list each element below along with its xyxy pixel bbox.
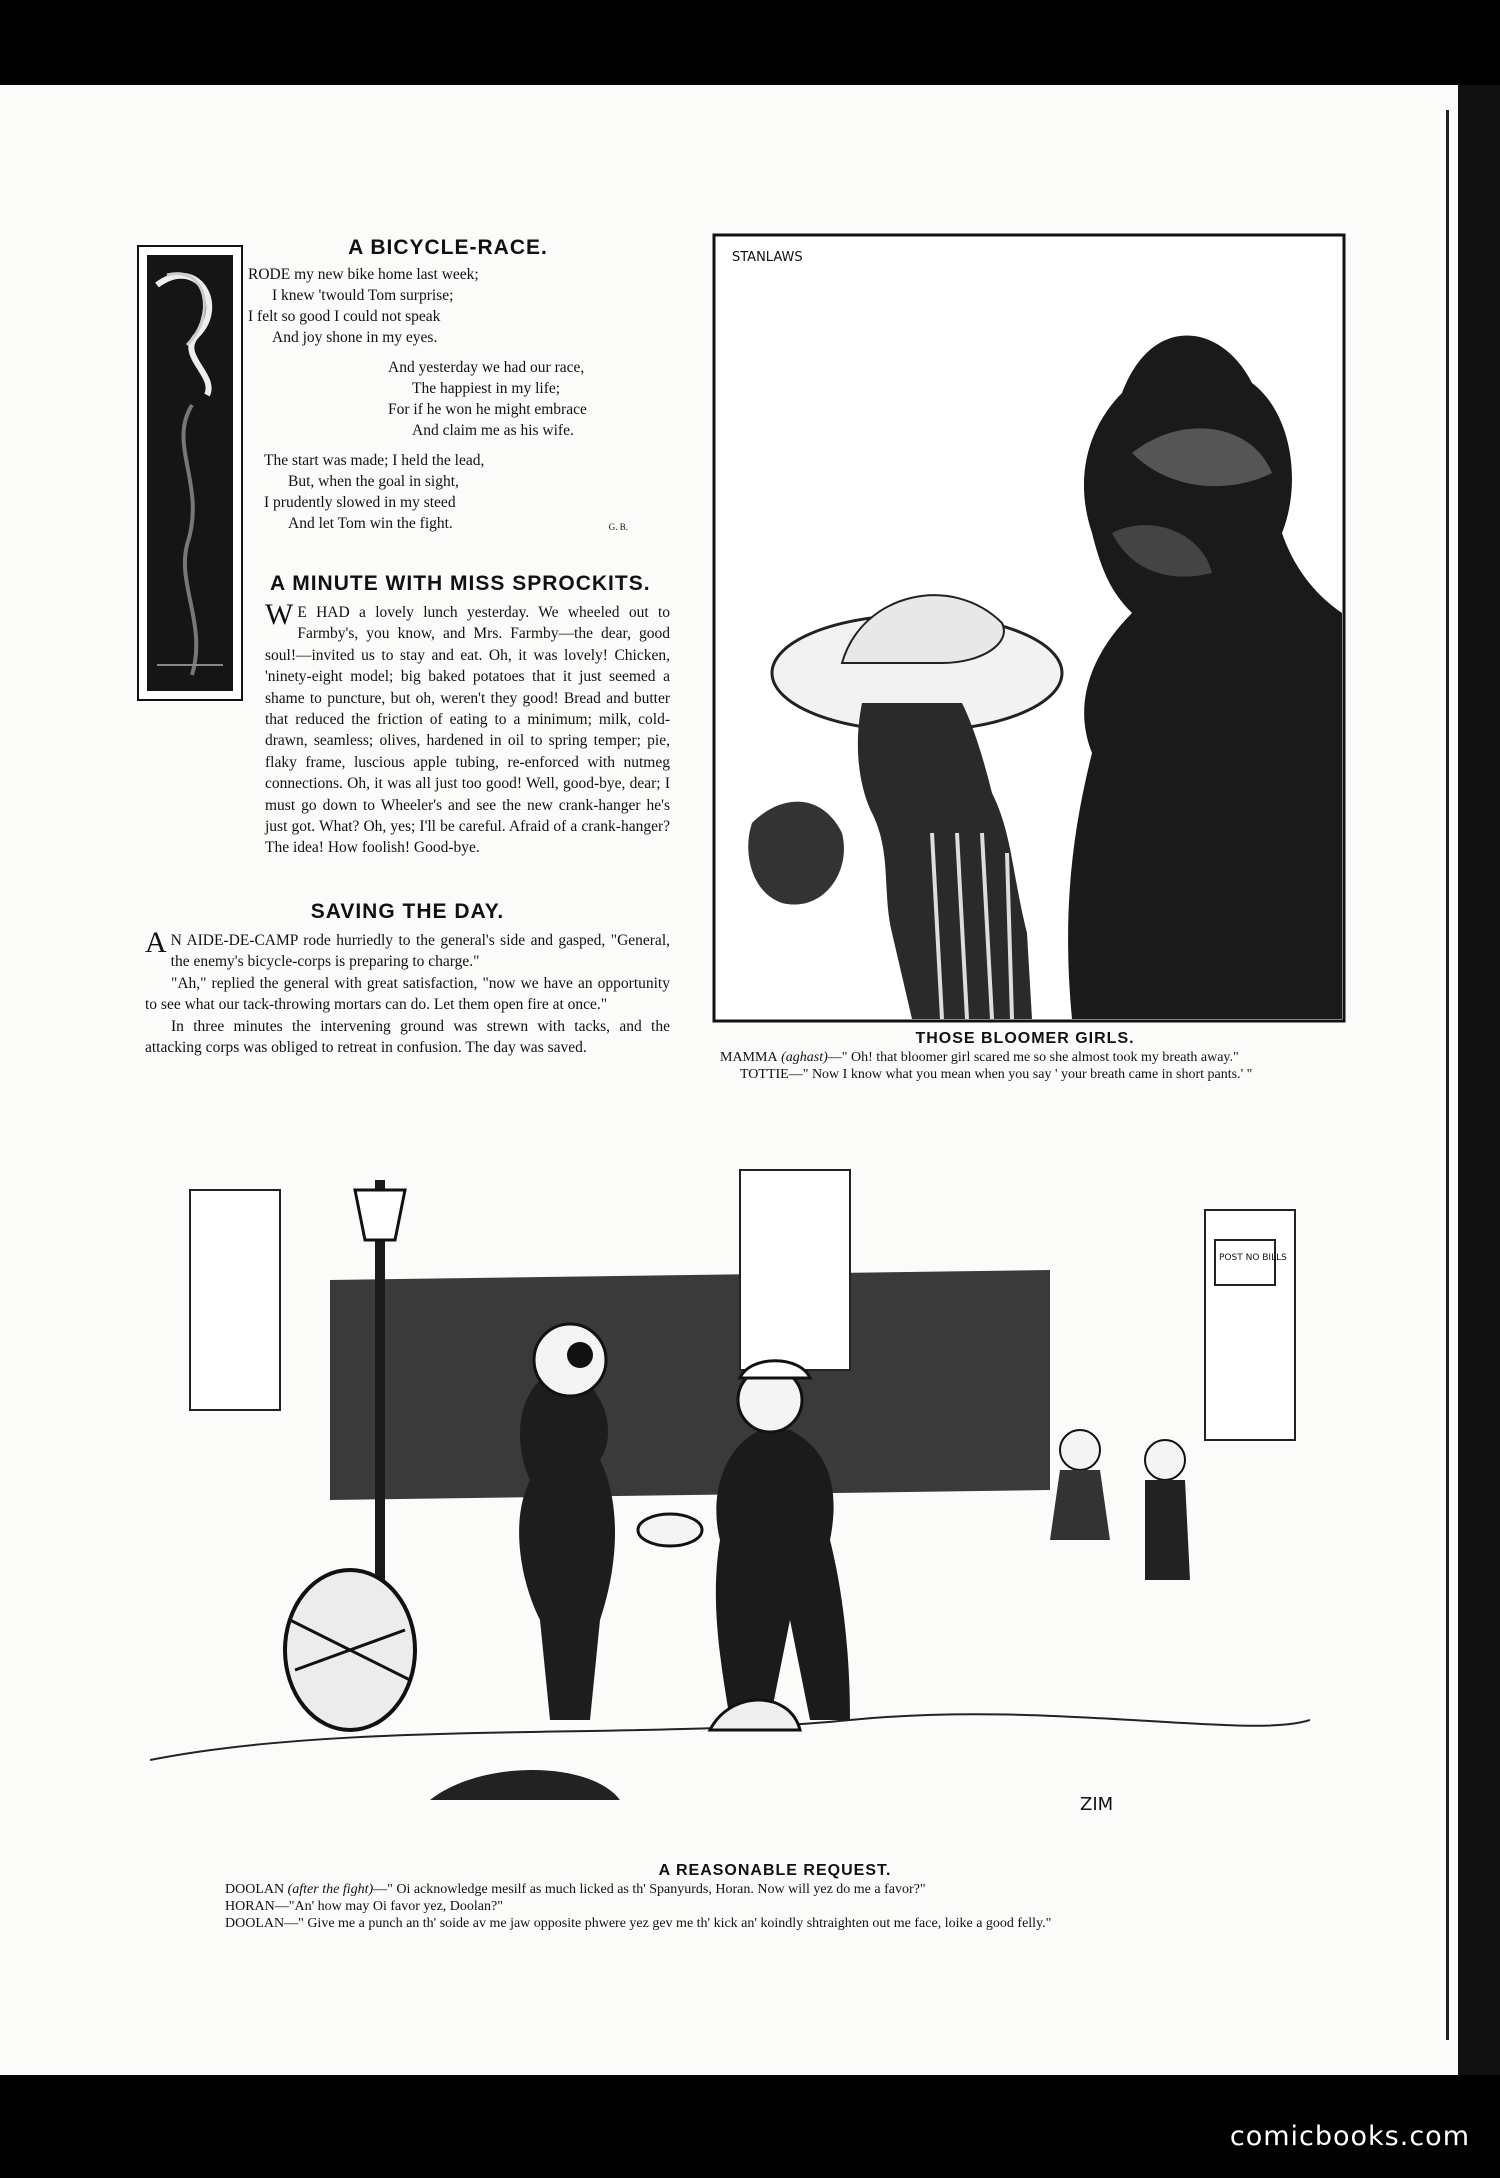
poem-line: And yesterday we had our race, — [388, 359, 585, 376]
poem-line: And claim me as his wife. — [412, 422, 574, 439]
artist-signature-stanlaws: STANLAWS — [732, 250, 803, 265]
poem-line: RODE my new bike home last week; — [248, 266, 479, 283]
reasonable-caption-line-2: HORAN—"An' how may Oi favor yez, Doolan?" — [225, 1899, 503, 1914]
site-watermark: comicbooks.com — [1229, 2121, 1470, 2152]
saving-paragraph-1: A N AIDE-DE-CAMP rode hurriedly to the general's side and gasped, "General, the enemy's bicycle-corps is preparing to charge." — [145, 926, 670, 971]
poem-line: But, when the goal in sight, — [288, 473, 459, 490]
poem-line: The start was made; I held the lead, — [264, 452, 485, 469]
poem-line: I prudently slowed in my steed — [264, 494, 456, 511]
reasonable-request-caption — [225, 1862, 1325, 1932]
saving-paragraph-2: "Ah," replied the general with great satisfaction, "now we have an opportunity to see what our tack-throwing mortars can do. Let them open fire at once." — [145, 974, 670, 1014]
poem-line: I knew 'twould Tom surprise; — [272, 287, 454, 304]
page-gutter-line — [1446, 110, 1449, 2040]
drop-cap: W — [265, 598, 294, 631]
bloomer-caption-line-2: TOTTIE—" Now I know what you mean when you say ' your breath came in short pants.' " — [740, 1067, 1253, 1082]
poem-line: And let Tom win the fight. G. B. — [264, 513, 648, 534]
bicycle-race-poem — [248, 264, 648, 534]
poem-line: I felt so good I could not speak — [248, 308, 441, 325]
bloomer-caption-line-1: MAMMA (aghast)—" Oh! that bloomer girl scared me so she almost took my breath away." — [720, 1050, 1239, 1065]
poem-line: For if he won he might embrace — [388, 401, 587, 418]
sprockits-article — [150, 572, 670, 859]
saving-the-day-article — [145, 900, 670, 1058]
bloomer-girls-caption — [720, 1030, 1330, 1083]
reasonable-caption-title: A REASONABLE REQUEST. — [658, 1862, 892, 1879]
reasonable-request-illustration — [150, 1160, 1310, 1850]
reasonable-caption-line-3: DOOLAN—" Give me a punch an th' soide av me jaw opposite phwere yez gev me th' kick an' koindly shtraighten out me face, loike a good felly." — [225, 1916, 1052, 1931]
bloomer-girls-illustration — [712, 233, 1346, 1023]
saving-the-day-title: SAVING THE DAY. — [310, 900, 505, 923]
poem-line: And joy shone in my eyes. — [272, 329, 438, 346]
sprockits-body — [150, 598, 670, 859]
bicycle-race-title: A BICYCLE-RACE. — [348, 236, 548, 259]
poem-signature: G. B. — [608, 522, 628, 532]
drop-cap: A — [145, 926, 167, 959]
reasonable-caption-line-1: DOOLAN (after the fight)—" Oi acknowledge mesilf as much licked as th' Spanyurds, Horan. Now will yez do me a favor?" — [225, 1882, 926, 1897]
page-spine — [1458, 85, 1500, 2075]
artist-signature-zim: ZIM — [1080, 1794, 1114, 1815]
sprockits-title: A MINUTE WITH MISS SPROCKITS. — [270, 572, 651, 595]
saving-paragraph-3: In three minutes the intervening ground was strewn with tacks, and the attacking corps was obliged to retreat in confusion. The day was saved. — [145, 1017, 670, 1057]
bicycle-race-article — [248, 236, 648, 543]
sprockits-paragraph: W E HAD a lovely lunch yesterday. We wheeled out to Farmby's, you know, and Mrs. Farmby—the dear, good soul!—invited us to stay and eat. Oh, it was lovely! Chicken, 'ninety-eight model; big baked potatoes that it just seemed a shame to puncture, but oh, weren't they good! Bread and butter that reduced the friction of eating to a minimum; milk, cold-drawn, seamless; olives, hardened in oil to spring temper; pie, flaky frame, luscious apple tubing, re-enforced with nutmeg connections. Oh, it was all just too good! Well, good-bye, dear; I must go down to Wheeler's and see the new crank-hanger he's just got. What? Oh, yes; I'll be careful. Afraid of a crank-hanger? The idea! How foolish! Good-bye. — [265, 598, 670, 857]
bloomer-caption-title: THOSE BLOOMER GIRLS. — [915, 1030, 1135, 1047]
poem-stanza-2 — [248, 357, 648, 441]
saving-the-day-body — [145, 926, 670, 1058]
poem-stanza-3 — [248, 450, 648, 534]
poem-stanza-1 — [248, 264, 648, 348]
poem-line: The happiest in my life; — [412, 380, 561, 397]
post-no-bills-sign: POST NO BILLS — [1219, 1253, 1287, 1263]
